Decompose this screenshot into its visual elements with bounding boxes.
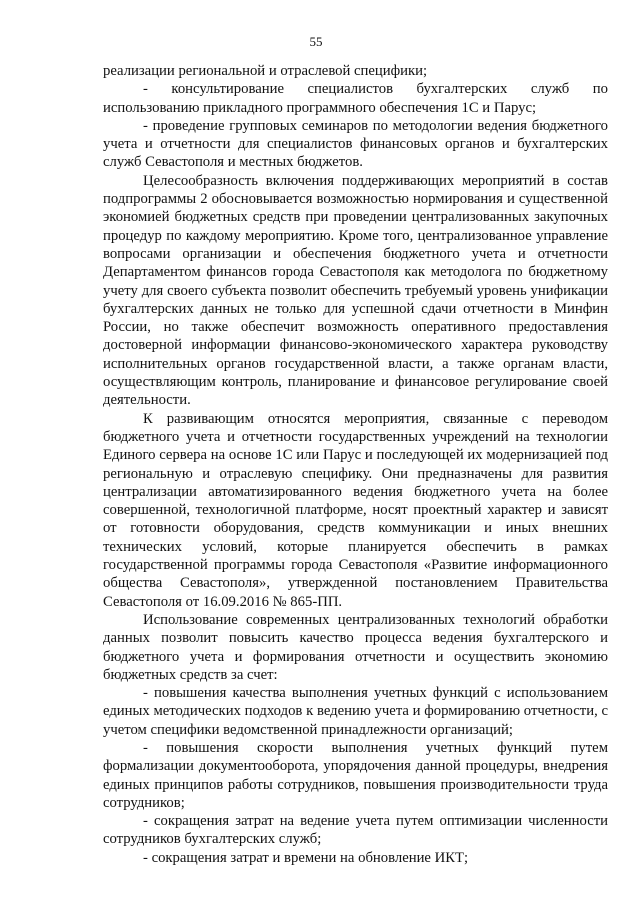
paragraph-supporting-measures: Целесообразность включения поддерживающих мероприятий в состав подпрограммы 2 обосновывается возможностью нормирования и существенной экономией бюджетных средств при проведении централизованных закупочных процедур по каждому мероприятию. Кроме того, централизованное управление вопросами организации и обеспечения бюджетного учета и отчетности Департаментом финансов города Севастополя как методолога по бюджетному учету для своего субъекта позволит обеспечить требуемый уровень унификации бухгалтерских данных не только для успешной сдачи отчетности в Минфин России, но также обеспечит возможность оперативного предоставления достоверной информации финансово-экономического характера руководству исполнительных органов государственной власти, а также органам власти, осуществляющим контроль, планирование и финансовое регулирование своей деятельности. bbox=[103, 172, 608, 409]
page-number: 55 bbox=[309, 34, 323, 49]
paragraph-developing-measures: К развивающим относятся мероприятия, связанные с переводом бюджетного учета и отчетности государственных учреждений на технологии Единого сервера на основе 1С или Парус и последующей их модернизацией под региональную и отраслевую специфику. Они предназначены для развития централизации автоматизированного ведения бюджетного учета на более совершенной, технологичной платформе, носят проектный характер и зависят от готовности оборудования, средств коммуникации и иных внешних технических условий, которые планируется обеспечить в рамках государственной программы города Севастополя «Развитие информационного общества Севастополя», утвержденной постановлением Правительства Севастополя от 16.09.2016 № 865-ПП. bbox=[103, 410, 608, 610]
paragraph-bullet-staff-costs: - сокращения затрат на ведение учета путем оптимизации численности сотрудников бухгалтерских служб; bbox=[103, 813, 608, 848]
paragraph-bullet-quality: - повышения качества выполнения учетных функций с использованием единых методических подходов к ведению учета и формированию отчетности, с учетом специфики ведомственной принадлежности организаций; bbox=[103, 685, 608, 738]
paragraph-continuation: реализации региональной и отраслевой специфики; bbox=[103, 63, 428, 79]
paragraph-bullet-ict-costs: - сокращения затрат и времени на обновление ИКТ; bbox=[143, 849, 469, 866]
paragraph-bullet-consulting: - консультирование специалистов бухгалтерских служб по использованию прикладного программного обеспечения 1С и Парус; bbox=[103, 81, 608, 116]
paragraph-bullet-seminars: - проведение групповых семинаров по методологии ведения бюджетного учета и отчетности для специалистов финансовых органов и бухгалтерских служб Севастополя и местных бюджетов. bbox=[103, 117, 608, 171]
paragraph-bullet-speed: - повышения скорости выполнения учетных функций путем формализации документооборота, упорядочения данной процедуры, внедрения единых принципов работы сотрудников, повышения производительности труда сотрудников; bbox=[103, 739, 608, 811]
paragraph-modern-technologies: Использование современных централизованных технологий обработки данных позволит повысить качество процесса ведения бухгалтерского и бюджетного учета и формирования отчетности и осуществить экономию бюджетных средств за счет: bbox=[103, 611, 608, 683]
page-body bbox=[103, 62, 608, 867]
